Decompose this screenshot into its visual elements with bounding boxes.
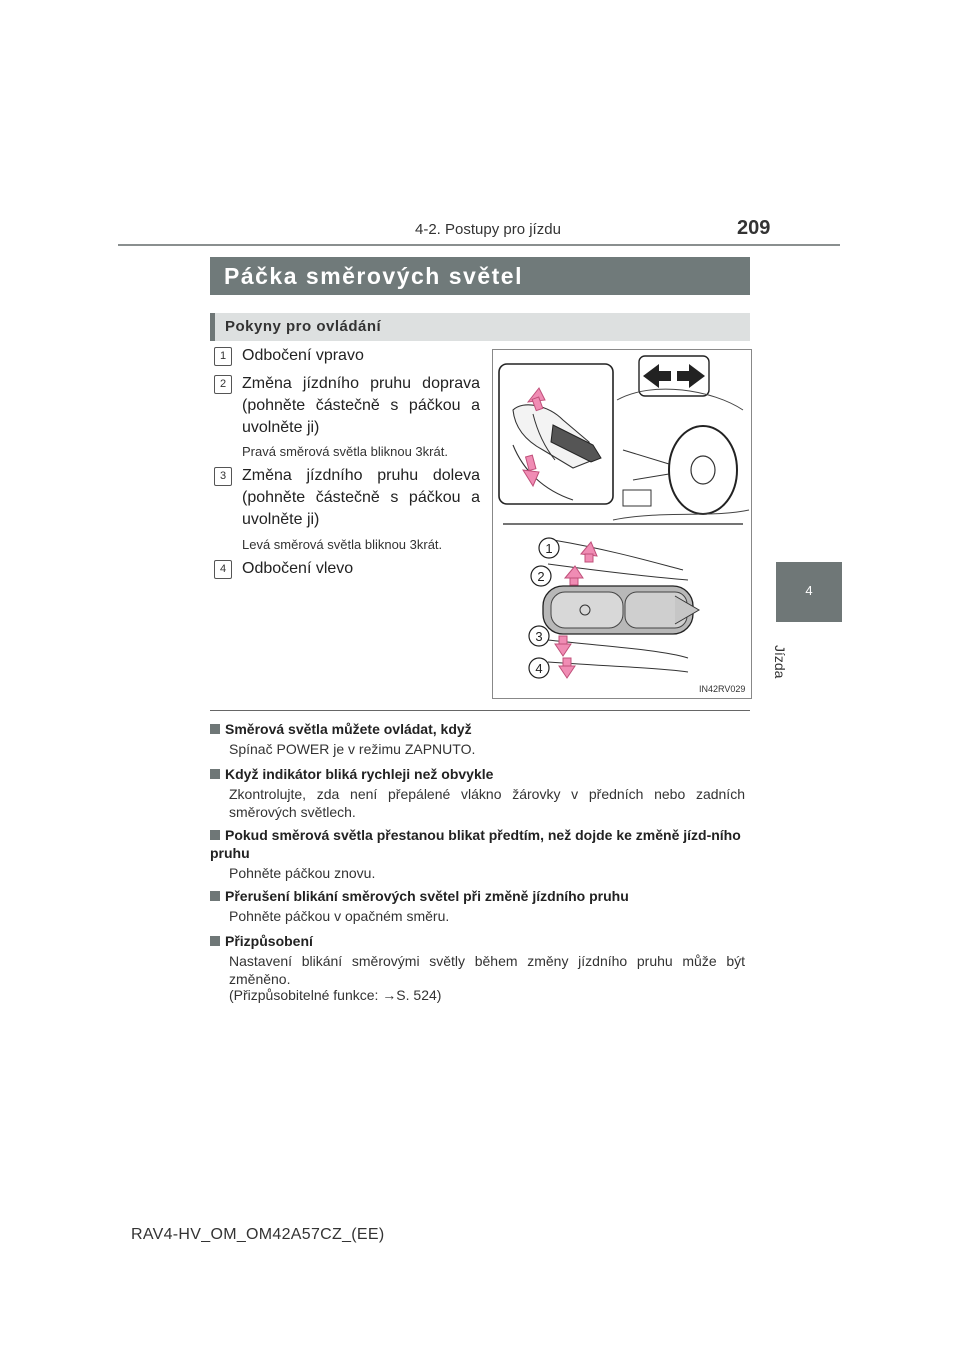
subsection-bar [210, 313, 750, 341]
subsection-title: Pokyny pro ovládání [225, 318, 382, 335]
chapter-tab [776, 562, 842, 622]
bullet-heading-1: Směrová světla můžete ovládat, když [210, 720, 755, 738]
bullet-heading-4: Přerušení blikání směrových světel při změně jízdního pruhu [210, 887, 755, 905]
bullet-heading-2: Když indikátor bliká rychleji než obvykle [210, 765, 755, 783]
section-title-bar [210, 257, 750, 295]
callout-1: 1 [545, 541, 553, 556]
callout-3: 3 [535, 629, 543, 644]
item-note-2: Pravá směrová světla bliknou 3krát. [242, 444, 448, 459]
callout-2: 2 [537, 569, 545, 584]
bullet-square-icon [210, 724, 220, 734]
document-code: RAV4-HV_OM_OM42A57CZ_(EE) [131, 1226, 385, 1243]
item-number-2: 2 [214, 375, 232, 394]
bullet-heading-5: Přizpůsobení [210, 932, 755, 950]
bullet-square-icon [210, 769, 220, 779]
bullet-square-icon [210, 936, 220, 946]
page-number: 209 [737, 217, 771, 239]
callout-4: 4 [535, 661, 543, 676]
content-rule [210, 710, 750, 711]
hand-lever-inset [499, 364, 613, 504]
header-rule [118, 244, 840, 246]
item-note-3: Levá směrová světla bliknou 3krát. [242, 537, 443, 552]
bullet-heading-3: Pokud směrová světla přestanou blikat předtím, než dojde ke změně jízd-ního pruhu [210, 827, 741, 861]
bullet-body-5: Nastavení blikání směrovými světly během změny jízdního pruhu může být změněno. [229, 953, 745, 987]
dashboard-inset [613, 356, 749, 520]
item-number-1: 1 [214, 347, 232, 366]
chapter-number: 4 [805, 583, 813, 598]
item-text-2: Změna jízdního pruhu doprava (pohněte částečně s páčkou a uvolněte ji) [242, 375, 480, 436]
lever-closeup [529, 538, 699, 678]
subsection-accent [210, 313, 215, 341]
bullet-body-4: Pohněte páčkou v opačném směru. [229, 908, 450, 924]
chapter-label: Jízda [772, 645, 788, 679]
item-text-1: Odbočení vpravo [242, 347, 364, 364]
bullet-body-3: Pohněte páčkou znovu. [229, 865, 376, 881]
turn-signal-illustration [492, 349, 752, 699]
item-text-4: Odbočení vlevo [242, 560, 354, 577]
section-title: Páčka směrových světel [224, 263, 523, 289]
item-number-3: 3 [214, 467, 232, 486]
bullet-body-5-ref: (Přizpůsobitelné funkce: →S. 524) [229, 987, 442, 1003]
bullet-square-icon [210, 830, 220, 840]
bullet-body-1: Spínač POWER je v režimu ZAPNUTO. [229, 741, 476, 757]
item-number-4: 4 [214, 560, 232, 579]
illustration-code: IN42RV029 [699, 684, 746, 694]
bullet-body-2: Zkontrolujte, zda není přepálené vlákno žárovky v předních nebo zadních směrových světlech. [229, 786, 745, 820]
item-text-3: Změna jízdního pruhu doleva (pohněte částečně s páčkou a uvolněte ji) [242, 467, 480, 528]
section-header: 4-2. Postupy pro jízdu [415, 221, 561, 238]
bullet-square-icon [210, 891, 220, 901]
